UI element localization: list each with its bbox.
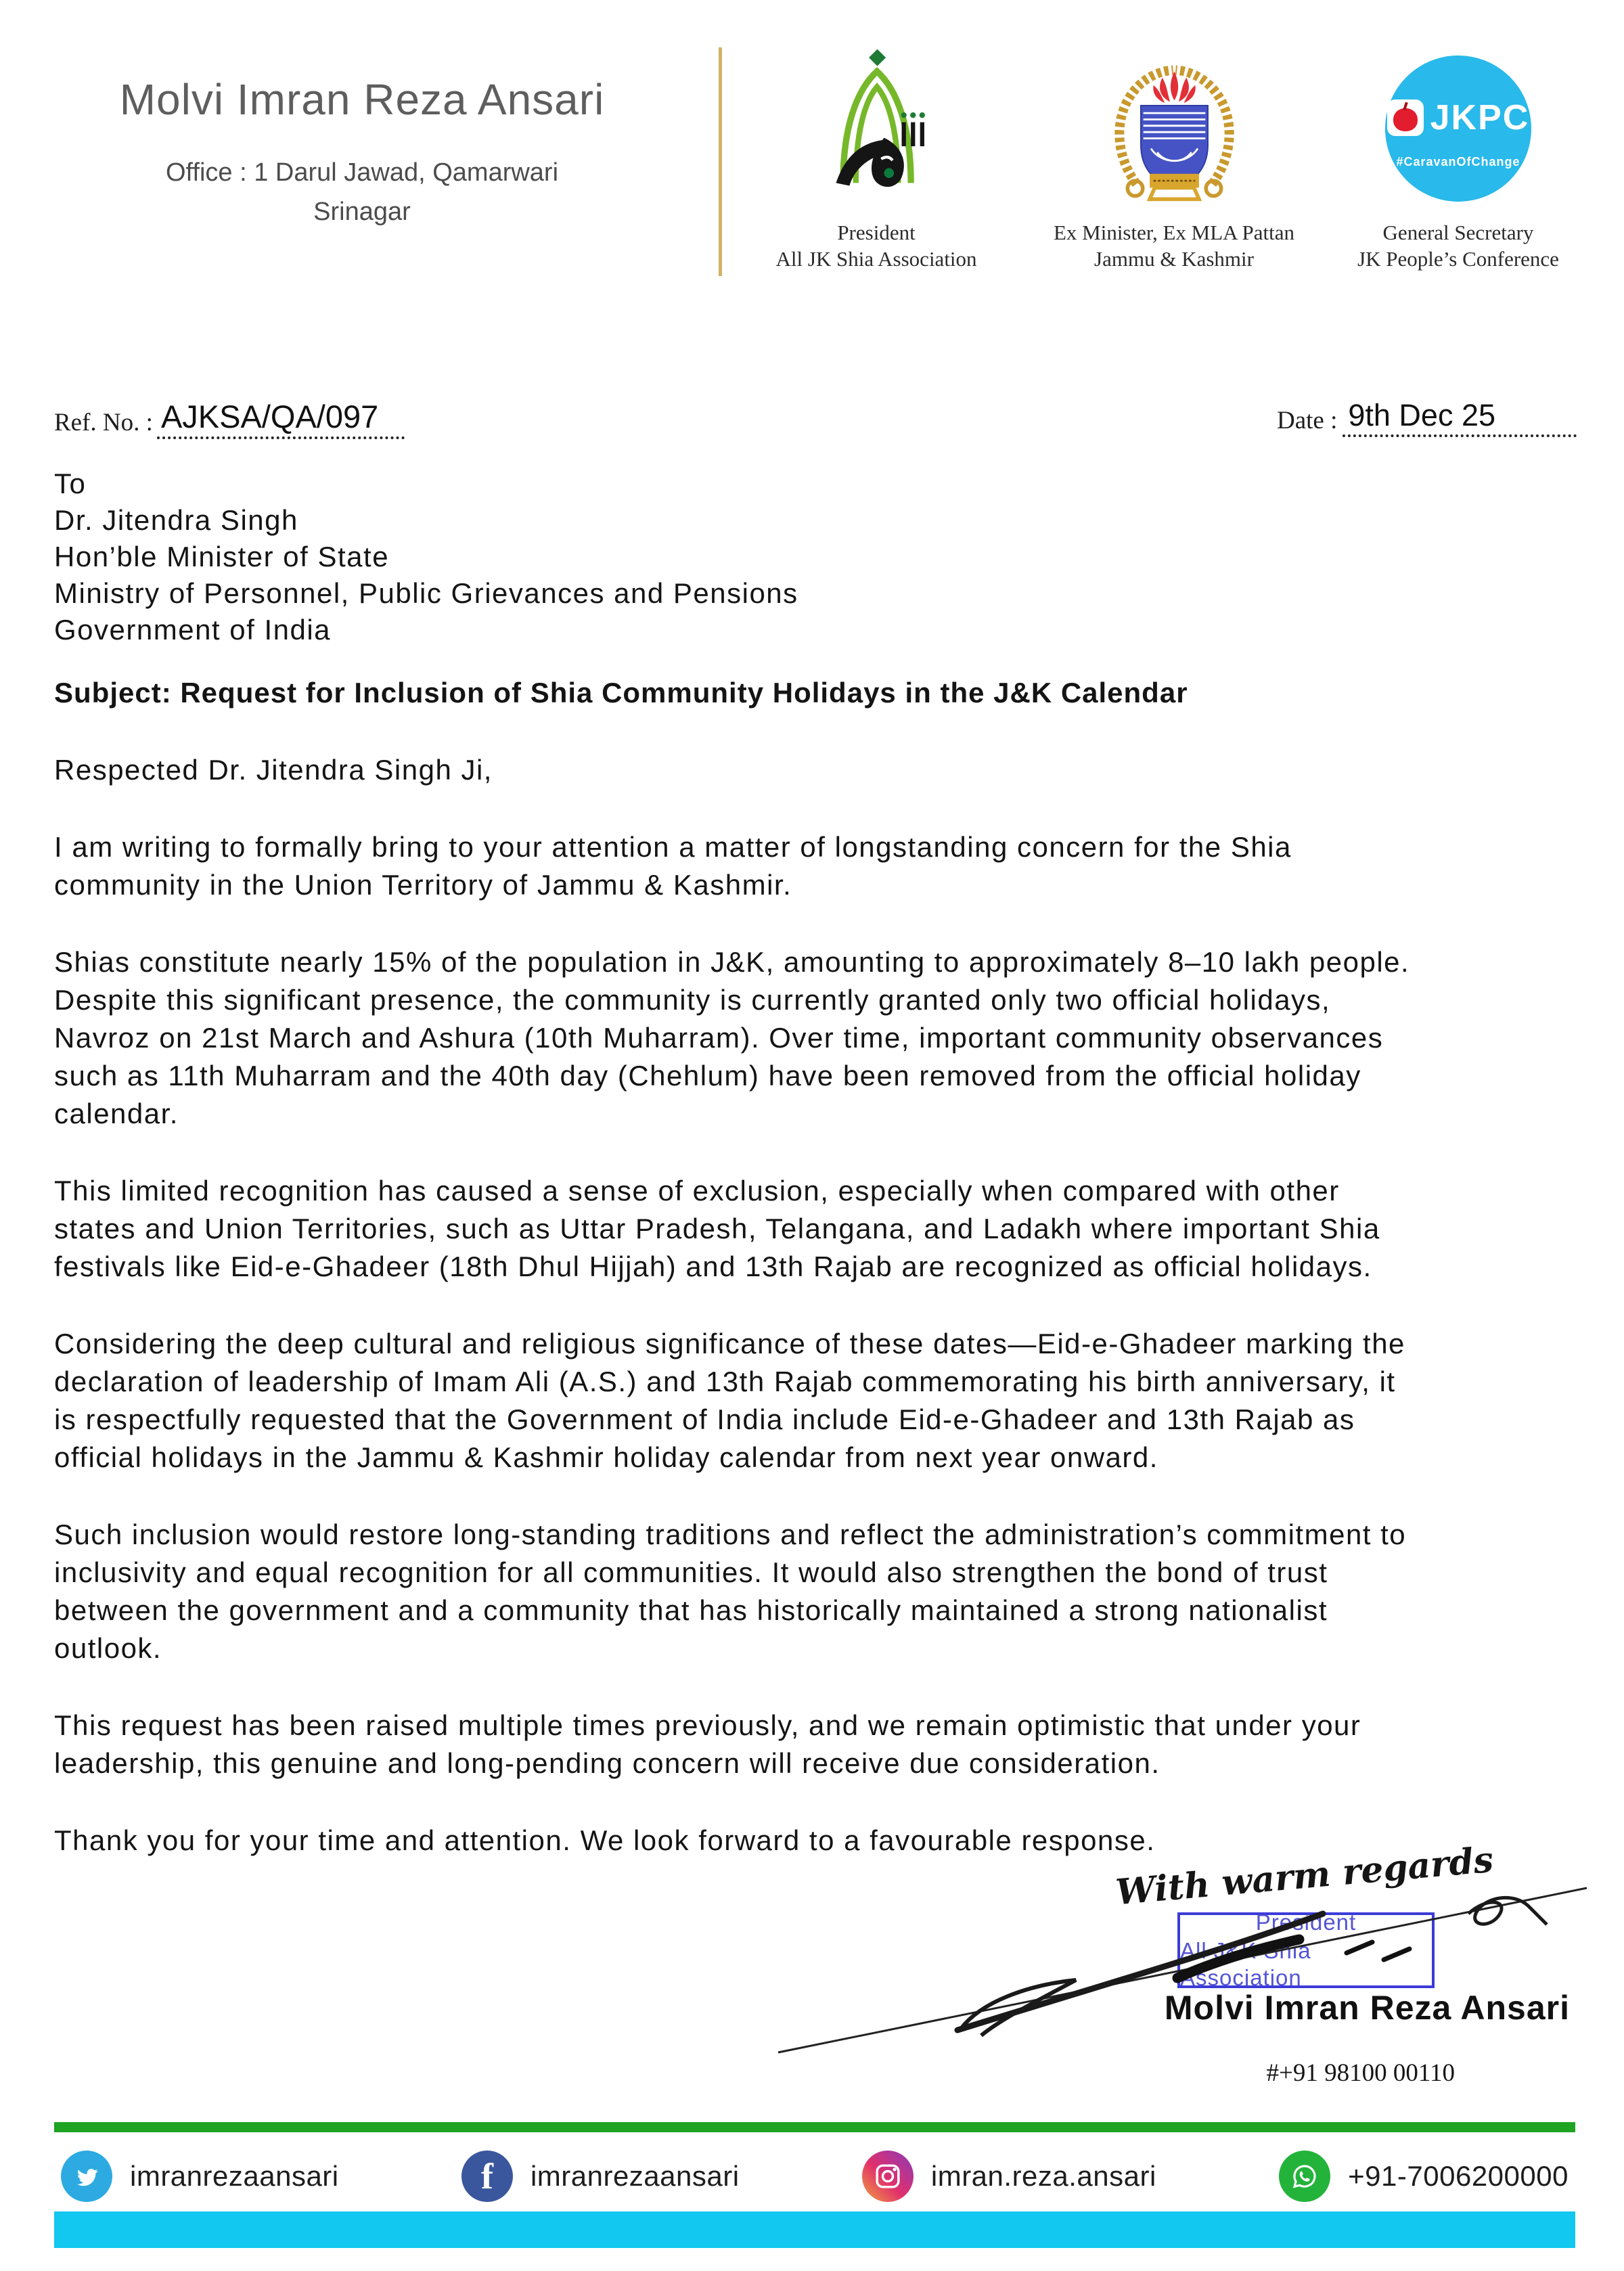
- recipient-line: Dr. Jitendra Singh: [54, 504, 298, 536]
- body-paragraph: Such inclusion would restore long-standing traditions and reflect the administration’s commitment to inclusivity and equal recognition for all communities. It would also strengthen the bond of trust between the government and a community that has historically maintained a strong nationalist outlook.: [54, 1519, 1407, 1664]
- salutation: Respected Dr. Jitendra Singh Ji,: [54, 754, 493, 786]
- signatory-phone: #+91 98100 00110: [1266, 2059, 1455, 2087]
- caption-president: President: [837, 221, 916, 244]
- vertical-divider: [719, 47, 722, 276]
- date-value: 9th Dec 25: [1343, 398, 1577, 437]
- office-line-1: Office : 1 Darul Jawad, Qamarwari: [165, 158, 559, 187]
- facebook-f-glyph: f: [480, 2156, 493, 2197]
- stamp-line-association: All J&K Shia Association: [1180, 1938, 1311, 1990]
- body-paragraph: This limited recognition has caused a sense of exclusion, especially when compared with other states and Union Territories, such as Uttar Pradesh, Telangana, and Ladakh where important Shia festivals like Eid-e-Ghadeer (18th Dhul Hijjah) and 13th Rajab are recognized as official holidays.: [54, 1175, 1380, 1282]
- caption-ex-minister: Ex Minister, Ex MLA Pattan: [1053, 221, 1295, 244]
- social-facebook: [461, 2151, 740, 2202]
- footer-social-row: [54, 2144, 1575, 2209]
- footer-green-bar: [54, 2122, 1575, 2132]
- jkpc-caption: [1330, 219, 1587, 272]
- whatsapp-icon: [1279, 2151, 1330, 2202]
- whatsapp-number: +91-7006200000: [1348, 2160, 1569, 2192]
- caption-general-secretary: General Secretary: [1382, 221, 1534, 244]
- social-whatsapp: [1279, 2151, 1569, 2202]
- caption-jk-peoples-conference: JK People’s Conference: [1357, 247, 1559, 271]
- signatory-name: Molvi Imran Reza Ansari: [1164, 1989, 1570, 2027]
- instagram-icon: [862, 2151, 914, 2202]
- body-paragraph: I am writing to formally bring to your attention a matter of longstanding concern for the Shia community in the Union Territory of Jammu & Kashmir.: [54, 831, 1292, 901]
- instagram-handle: imran.reza.ansari: [930, 2160, 1156, 2192]
- letterhead-identity: [47, 74, 677, 231]
- recipient-line: To: [54, 468, 87, 499]
- logo-block-jk-emblem: [1042, 47, 1306, 272]
- body-paragraph: Considering the deep cultural and religious significance of these dates—Eid-e-Ghadeer marking the declaration of leadership of Imam Ali (A.S.) and 13th Rajab commemorating his birth anniversary, it is respectfully requested that the Government of India include Eid-e-Ghadeer and 13th Rajab as official holidays in the Jammu & Kashmir holiday calendar from next year onward.: [54, 1328, 1405, 1473]
- recipient-block: [54, 466, 1414, 648]
- jkpc-circle: [1385, 55, 1531, 202]
- recipient-line: Ministry of Personnel, Public Grievances and Pensions: [54, 577, 798, 609]
- recipient-line: Government of India: [54, 614, 332, 646]
- jammu-kashmir-emblem-icon: [1042, 47, 1306, 210]
- jkpc-logo-icon: [1330, 47, 1587, 210]
- shia-association-caption: [765, 219, 988, 272]
- subject-line: Subject: Request for Inclusion of Shia Community Holidays in the J&K Calendar: [54, 677, 1188, 709]
- ref-no-label: Ref. No. :: [54, 409, 153, 436]
- social-instagram: [862, 2151, 1156, 2202]
- social-twitter: [61, 2151, 339, 2202]
- body-paragraph: Thank you for your time and attention. We look forward to a favourable response.: [54, 1824, 1156, 1856]
- date-field: [1276, 398, 1577, 440]
- letter-body: [54, 466, 1414, 1860]
- jkpc-apple-icon: [1387, 99, 1424, 136]
- ref-no-value: AJKSA/QA/097: [157, 398, 405, 439]
- letterhead-office-address: [47, 153, 677, 231]
- logo-block-shia-association: [765, 47, 988, 272]
- date-label: Date :: [1276, 407, 1338, 434]
- body-paragraph: This request has been raised multiple times previously, and we remain optimistic that under your leadership, this genuine and long-pending concern will receive due consideration.: [54, 1709, 1361, 1779]
- twitter-icon: [61, 2151, 112, 2202]
- jk-emblem-caption: [1042, 219, 1306, 272]
- recipient-line: Hon’ble Minister of State: [54, 541, 390, 572]
- facebook-icon: [461, 2151, 513, 2202]
- caption-jammu-kashmir: Jammu & Kashmir: [1094, 247, 1254, 271]
- jkpc-wordmark: JKPC: [1430, 98, 1530, 137]
- facebook-handle: imranrezaansari: [530, 2160, 740, 2192]
- office-line-2: Srinagar: [313, 198, 411, 226]
- letterhead-name: Molvi Imran Reza Ansari: [119, 75, 605, 124]
- regards-script: With warm regards: [1114, 1839, 1495, 1914]
- president-stamp: [1177, 1912, 1435, 1988]
- caption-all-jk-shia: All JK Shia Association: [775, 247, 977, 271]
- body-paragraph: Shias constitute nearly 15% of the population in J&K, amounting to approximately 8–10 lakh people. Despite this significant presence, the community is currently granted only two official holidays, Navroz on 21st March and Ashura (10th Muharram). Over time, important community observances such as 11th Muharram and the 40th day (Chehlum) have been removed from the official holiday calendar.: [54, 946, 1410, 1129]
- shia-association-logo-icon: [765, 47, 988, 210]
- twitter-handle: imranrezaansari: [130, 2160, 339, 2192]
- jkpc-tagline: #CaravanOfChange: [1396, 155, 1520, 168]
- footer-cyan-bar: [54, 2211, 1575, 2248]
- stamp-line-president: President: [1255, 1910, 1357, 1935]
- ref-date-row: [54, 398, 1583, 442]
- logo-block-jkpc: [1330, 47, 1587, 272]
